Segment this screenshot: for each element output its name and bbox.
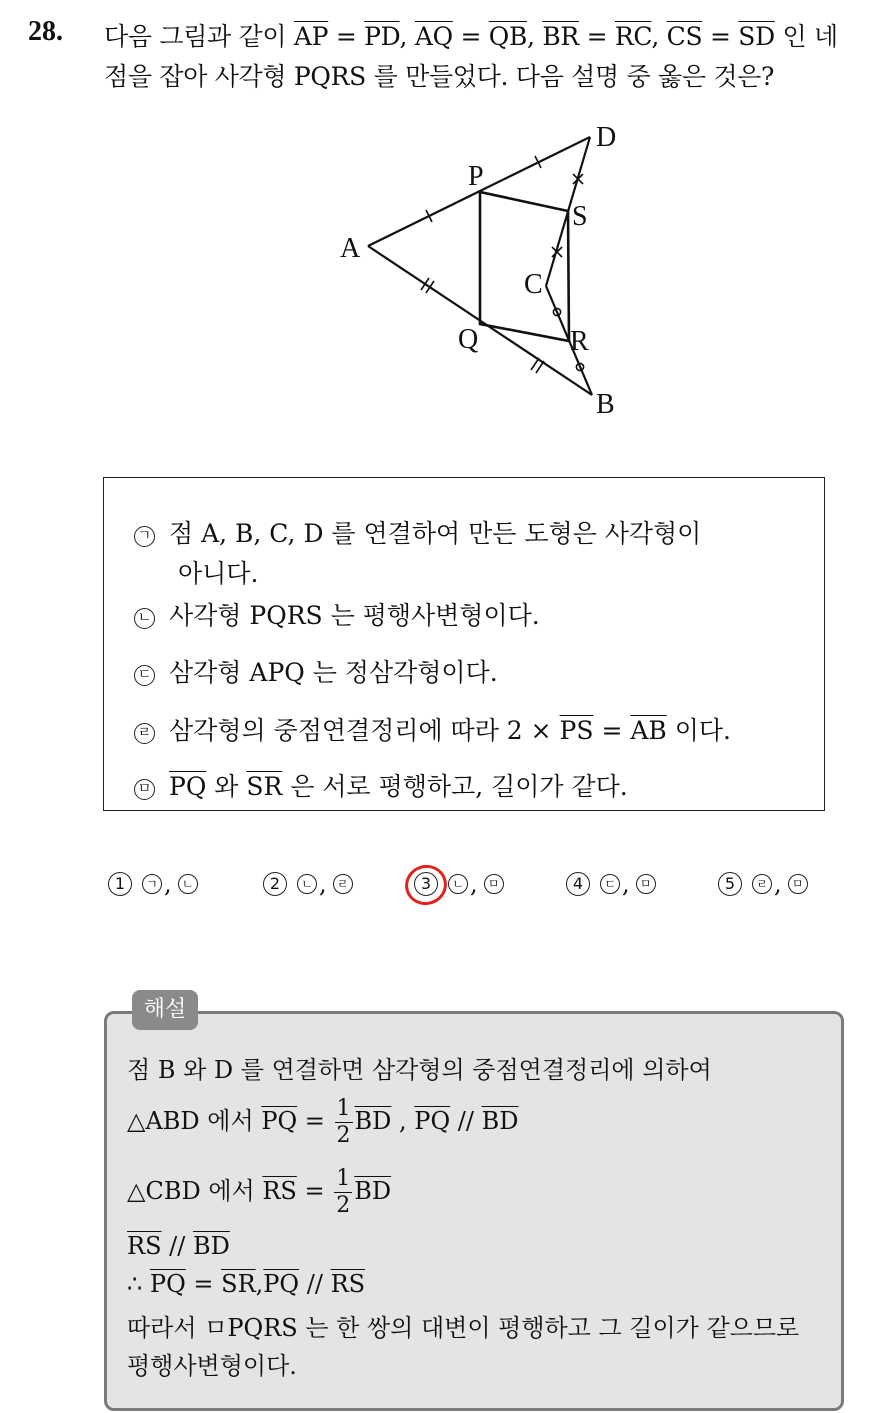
choice-5[interactable]: 5 ㄹ , ㅁ xyxy=(718,870,808,898)
segment-ap: $\overline{AP}$ xyxy=(293,22,329,51)
segment-aq: $\overline{AQ}$ xyxy=(414,22,453,51)
label-s: S xyxy=(572,201,588,232)
segment-sr: $\overline{SR}$ xyxy=(246,772,283,801)
solution-line-2: △ABD 에서 $\overline{PQ}$ = $\frac{1}{2}$ $\overline{BD}$ , $\overline{PQ} // \overline{BD}$ xyxy=(127,1096,519,1148)
segment-rc: $\overline{RC}$ xyxy=(614,22,652,51)
choice-1[interactable]: 1 ㄱ , ㄴ xyxy=(108,870,198,898)
statement-marker: ㄷ xyxy=(134,665,155,686)
statement-marker: ㄴ xyxy=(134,608,155,629)
eq-sign: = xyxy=(709,22,731,51)
segment-ps: $\overline{PS}$ xyxy=(559,716,594,745)
question-line1-prefix: 다음 그림과 같이 xyxy=(104,22,287,51)
segment-pq: $\overline{PQ}$ xyxy=(169,772,207,801)
choice-3-number: 3 xyxy=(414,872,438,896)
solution-tag: 해설 xyxy=(132,990,198,1030)
solution-panel xyxy=(104,1011,844,1411)
solution-line-7: 평행사변형이다. xyxy=(127,1352,297,1380)
label-q: Q xyxy=(458,324,479,355)
segment-pd: $\overline{PD}$ xyxy=(364,22,400,51)
question-line-2: 점을 잡아 사각형 PQRS 를 만들었다. 다음 설명 중 옳은 것은? xyxy=(104,62,775,91)
solution-line-6: 따라서 ㅁPQRS 는 한 쌍의 대변이 평행하고 그 길이가 같으므로 xyxy=(127,1314,800,1342)
choice-3[interactable]: 3 ㄴ , ㅁ xyxy=(414,870,504,898)
question-line-1: 다음 그림과 같이 $\overline{AP} = \overline{PD}$, $\overline{AQ} = \overline{QB}$, $\overline{BR} = \overline{RC}$, $\overline{CS} = \overline{SD}$ 인 네 xyxy=(104,22,838,51)
eq-sign: = xyxy=(586,22,608,51)
choice-2[interactable]: 2 ㄴ , ㄹ xyxy=(263,870,353,898)
statement-marker: ㄹ xyxy=(134,723,155,744)
statement-1: ㄱ 점 A, B, C, D 를 연결하여 만든 도형은 사각형이 xyxy=(134,514,701,550)
label-c: C xyxy=(524,269,543,300)
statement-marker: ㅁ xyxy=(134,779,155,800)
solution-line-4: $\overline{RS} // \overline{BD}$ xyxy=(127,1232,230,1260)
statement-2: ㄴ 사각형 PQRS 는 평행사변형이다. xyxy=(134,596,540,632)
segment-ab: $\overline{AB}$ xyxy=(630,716,667,745)
solution-line-1: 점 B 와 D 를 연결하면 삼각형의 중점연결정리에 의하여 xyxy=(127,1056,712,1084)
statement-marker: ㄱ xyxy=(134,526,155,547)
segment-cs: $\overline{CS}$ xyxy=(666,22,703,51)
selected-answer-mark xyxy=(400,859,452,910)
tick-qb-1 xyxy=(531,358,539,370)
fraction-half: $\frac{1}{2}$ xyxy=(336,1166,351,1218)
statement-5: ㅁ $\overline{PQ}$ 와 $\overline{SR}$ 은 서로 평행하고, 길이가 같다. xyxy=(134,767,628,803)
tick-qb-2 xyxy=(536,361,544,373)
geometry-figure xyxy=(330,110,640,430)
tick-aq-1 xyxy=(421,278,429,290)
label-b: B xyxy=(596,389,615,420)
question-number: 28. xyxy=(28,16,63,47)
quad-pqrs xyxy=(480,192,569,341)
solution-line-5: ∴ $\overline{PQ} = \overline{SR},\overline{PQ} // \overline{RS}$ xyxy=(127,1270,366,1298)
question-line1-suffix: 인 네 xyxy=(782,22,838,51)
tick-aq-2 xyxy=(426,281,434,293)
segment-sd: $\overline{SD}$ xyxy=(738,22,775,51)
answer-choices xyxy=(108,870,838,914)
solution-line-3: △CBD 에서 $\overline{RS}$ = $\frac{1}{2}$ $\overline{BD}$ xyxy=(127,1166,392,1218)
label-d: D xyxy=(596,122,617,153)
statement-box xyxy=(103,477,825,811)
segment-br: $\overline{BR}$ xyxy=(542,22,579,51)
label-p: P xyxy=(468,161,484,192)
eq-sign: = xyxy=(460,22,482,51)
eq-sign: = xyxy=(335,22,357,51)
statement-3: ㄷ 삼각형 APQ 는 정삼각형이다. xyxy=(134,653,498,689)
statement-4: ㄹ 삼각형의 중점연결정리에 따라 $2 \times \overline{PS} = \overline{AB}$ 이다. xyxy=(134,711,731,747)
statement-1-continued: 아니다. xyxy=(178,559,259,588)
label-r: R xyxy=(570,326,589,357)
fraction-half: $\frac{1}{2}$ xyxy=(336,1096,351,1148)
label-a: A xyxy=(340,233,361,264)
choice-4[interactable]: 4 ㄷ , ㅁ xyxy=(566,870,656,898)
segment-qb: $\overline{QB}$ xyxy=(488,22,528,51)
